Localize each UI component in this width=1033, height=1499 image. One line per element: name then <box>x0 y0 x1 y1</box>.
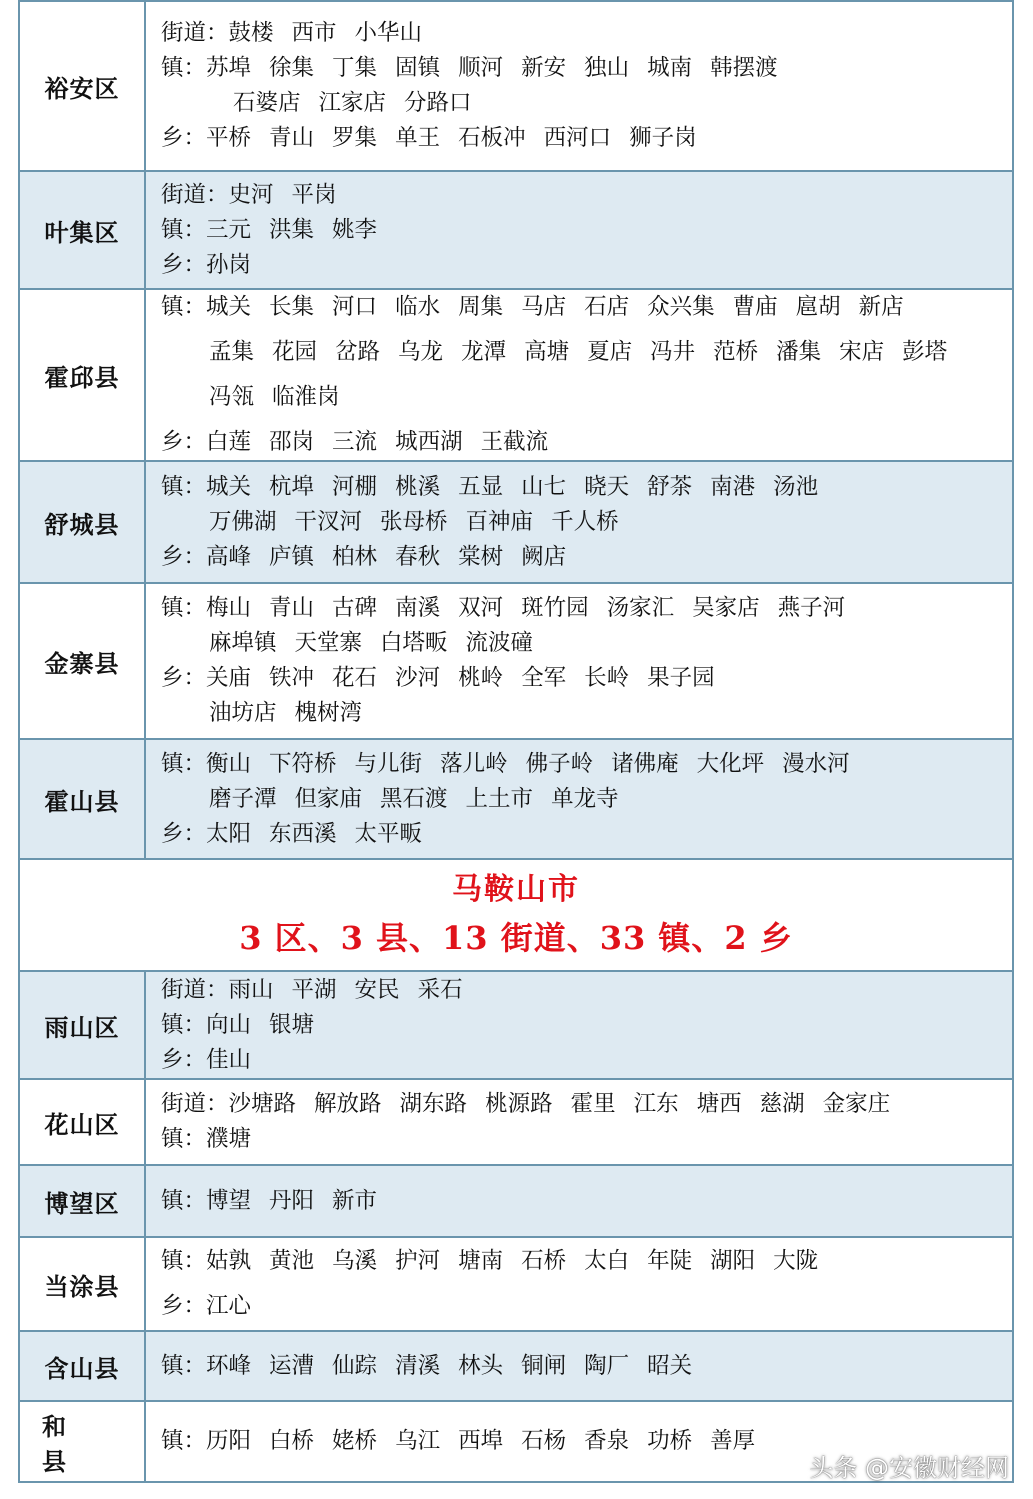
place-name: 范桥 <box>713 339 759 365</box>
place-name: 山七 <box>521 473 567 500</box>
place-name: 晓天 <box>584 473 630 500</box>
place-name: 石店 <box>584 294 630 320</box>
place-name: 桃溪 <box>395 473 441 500</box>
place-name: 青山 <box>269 595 315 621</box>
place-name: 上土市 <box>465 785 534 812</box>
line-label: 镇： <box>161 1187 207 1214</box>
line-label: 乡： <box>161 1293 207 1319</box>
place-name: 但家庙 <box>294 785 363 812</box>
place-name: 江东 <box>633 1091 679 1117</box>
content-line <box>161 817 1012 852</box>
place-name: 塘南 <box>458 1248 504 1274</box>
place-name: 采石 <box>417 976 463 1003</box>
place-name: 太白 <box>584 1248 630 1274</box>
place-name: 江心 <box>206 1293 252 1319</box>
place-name: 大化坪 <box>696 750 765 777</box>
place-name: 漫水河 <box>782 750 850 777</box>
place-name: 沙塘路 <box>228 1091 297 1117</box>
place-name: 林头 <box>458 1352 504 1379</box>
content-line <box>161 1349 1012 1384</box>
district-content <box>146 1332 1012 1400</box>
place-name: 庐镇 <box>269 543 315 570</box>
place-name: 洪集 <box>269 216 315 243</box>
district-content <box>146 740 1012 858</box>
content-line <box>161 1184 1012 1219</box>
place-name: 佛子岭 <box>525 750 594 777</box>
district-content <box>146 290 1012 460</box>
content-line <box>161 505 1012 540</box>
place-name: 南溪 <box>395 595 441 621</box>
place-name: 江家店 <box>318 90 387 116</box>
place-name: 南港 <box>710 473 756 500</box>
place-name: 孙岗 <box>206 251 252 278</box>
district-content <box>146 584 1012 738</box>
place-name: 落儿岭 <box>440 750 508 777</box>
table-row <box>20 462 1012 584</box>
place-name: 清溪 <box>395 1352 441 1379</box>
place-name: 花石 <box>332 665 378 691</box>
district-name: 雨山区 <box>20 972 146 1078</box>
table-row <box>20 972 1012 1080</box>
place-name: 五显 <box>458 473 504 500</box>
place-name: 王截流 <box>480 429 549 455</box>
line-label: 街道： <box>161 1091 229 1117</box>
content-line <box>161 782 1012 817</box>
place-name: 马店 <box>521 294 567 320</box>
line-label: 镇： <box>161 1126 207 1152</box>
place-name: 石婆店 <box>233 90 301 116</box>
content-line <box>161 540 1012 575</box>
place-name: 仙踪 <box>332 1352 378 1379</box>
line-label: 乡： <box>161 125 207 151</box>
place-name: 单龙寺 <box>551 785 619 812</box>
place-name: 汤池 <box>773 473 819 500</box>
place-name: 周集 <box>458 294 504 320</box>
place-name: 史河 <box>228 181 274 208</box>
place-name: 苏埠 <box>206 55 252 81</box>
place-name: 高峰 <box>206 543 252 570</box>
place-name: 桃岭 <box>458 665 504 691</box>
district-content <box>146 1238 1012 1330</box>
place-name: 运漕 <box>269 1352 315 1379</box>
place-name: 流波䃥 <box>465 630 534 656</box>
place-name: 石杨 <box>521 1428 567 1454</box>
district-name: 霍邱县 <box>20 290 146 460</box>
place-name: 西市 <box>291 20 337 46</box>
place-name: 濮塘 <box>206 1126 252 1152</box>
place-name: 霍里 <box>570 1091 616 1117</box>
place-name: 黄池 <box>269 1248 315 1274</box>
place-name: 张母桥 <box>380 508 448 535</box>
content-line <box>161 420 1012 460</box>
place-name: 春秋 <box>395 543 441 570</box>
district-name: 叶集区 <box>20 172 146 288</box>
place-name: 扈胡 <box>795 294 841 320</box>
table-row <box>20 172 1012 290</box>
place-name: 与儿街 <box>354 750 423 777</box>
content-line <box>161 213 1012 248</box>
content-line <box>161 375 1012 420</box>
place-name: 西埠 <box>458 1428 504 1454</box>
content-line <box>161 1239 1012 1284</box>
district-name: 花山区 <box>20 1080 146 1164</box>
place-name: 万佛湖 <box>209 508 277 535</box>
line-label: 镇： <box>161 750 207 777</box>
place-name: 西河口 <box>543 125 612 151</box>
place-name: 长集 <box>269 294 315 320</box>
content-line <box>161 973 1012 1008</box>
line-label: 街道： <box>161 181 229 208</box>
place-name: 丹阳 <box>269 1187 315 1214</box>
district-name: 和 县 <box>20 1402 146 1481</box>
place-name: 新安 <box>521 55 567 81</box>
place-name: 白桥 <box>269 1428 315 1454</box>
content-line <box>161 696 1012 731</box>
place-name: 安民 <box>354 976 400 1003</box>
place-name: 湖阳 <box>710 1248 756 1274</box>
table-row <box>20 584 1012 740</box>
place-name: 燕子河 <box>777 595 846 621</box>
content-line <box>161 1043 1012 1078</box>
place-name: 年陡 <box>647 1248 693 1274</box>
place-name: 东西溪 <box>269 820 337 847</box>
place-name: 果子园 <box>647 665 715 691</box>
place-name: 环峰 <box>206 1352 252 1379</box>
line-label: 镇： <box>161 294 207 320</box>
place-name: 佳山 <box>206 1046 252 1073</box>
content-line <box>161 591 1012 626</box>
place-name: 斑竹园 <box>521 595 589 621</box>
place-name: 潘集 <box>776 339 822 365</box>
line-label: 镇： <box>161 595 207 621</box>
place-name: 青山 <box>269 125 315 151</box>
place-name: 下符桥 <box>269 750 337 777</box>
place-name: 姥桥 <box>332 1428 378 1454</box>
place-name: 城关 <box>206 294 252 320</box>
place-name: 城关 <box>206 473 252 500</box>
place-name: 槐树湾 <box>294 700 363 726</box>
place-name: 临淮岗 <box>272 384 340 410</box>
place-name: 古碑 <box>332 595 378 621</box>
content-line <box>161 1122 1012 1157</box>
place-name: 黑石渡 <box>380 785 448 812</box>
place-name: 高塘 <box>524 339 570 365</box>
place-name: 千人桥 <box>551 508 619 535</box>
place-name: 解放路 <box>314 1091 382 1117</box>
district-content <box>146 972 1012 1078</box>
place-name: 历阳 <box>206 1428 252 1454</box>
place-name: 石桥 <box>521 1248 567 1274</box>
place-name: 博望 <box>206 1187 252 1214</box>
content-line <box>161 470 1012 505</box>
content-line <box>161 16 1012 51</box>
line-label: 镇： <box>161 1428 207 1454</box>
content-line <box>161 1087 1012 1122</box>
district-name: 金寨县 <box>20 584 146 738</box>
content-line <box>161 248 1012 283</box>
place-name: 冯瓴 <box>209 384 255 410</box>
place-name: 阙店 <box>521 543 567 570</box>
place-name: 宋店 <box>839 339 885 365</box>
place-name: 雨山 <box>228 976 274 1003</box>
district-name: 含山县 <box>20 1332 146 1400</box>
district-name: 舒城县 <box>20 462 146 582</box>
place-name: 乌溪 <box>332 1248 378 1274</box>
place-name: 太平畈 <box>354 820 423 847</box>
line-label: 街道： <box>161 20 229 46</box>
place-name: 塘西 <box>696 1091 742 1117</box>
place-name: 铁冲 <box>269 665 315 691</box>
place-name: 乌龙 <box>398 339 444 365</box>
place-name: 平岗 <box>291 181 337 208</box>
district-content <box>146 1080 1012 1164</box>
place-name: 关庙 <box>206 665 252 691</box>
content-line <box>161 330 1012 375</box>
content-line <box>161 747 1012 782</box>
content-line <box>161 86 1012 121</box>
place-name: 白莲 <box>206 429 252 455</box>
table-row <box>20 1332 1012 1402</box>
place-name: 姑孰 <box>206 1248 252 1274</box>
district-name: 博望区 <box>20 1166 146 1236</box>
content-line <box>161 626 1012 661</box>
line-label: 镇： <box>161 1352 207 1379</box>
place-name: 徐集 <box>269 55 315 81</box>
place-name: 城南 <box>647 55 693 81</box>
place-name: 邵岗 <box>269 429 315 455</box>
place-name: 河棚 <box>332 473 378 500</box>
content-line <box>161 290 1012 330</box>
place-name: 杭埠 <box>269 473 315 500</box>
place-name: 百神庙 <box>465 508 534 535</box>
place-name: 临水 <box>395 294 441 320</box>
district-content <box>146 2 1012 170</box>
place-name: 乌江 <box>395 1428 441 1454</box>
line-label: 镇： <box>161 1248 207 1274</box>
place-name: 丁集 <box>332 55 378 81</box>
place-name: 磨子潭 <box>209 785 277 812</box>
line-label: 乡： <box>161 1046 207 1073</box>
line-label: 乡： <box>161 665 207 691</box>
content-line <box>161 661 1012 696</box>
city-title: 马鞍山市 <box>452 872 580 907</box>
place-name: 龙潭 <box>461 339 507 365</box>
place-name: 三流 <box>332 429 378 455</box>
place-name: 陶厂 <box>584 1352 630 1379</box>
place-name: 沙河 <box>395 665 441 691</box>
place-name: 全军 <box>521 665 567 691</box>
place-name: 狮子岗 <box>629 125 697 151</box>
place-name: 河口 <box>332 294 378 320</box>
place-name: 梅山 <box>206 595 252 621</box>
place-name: 吴家店 <box>692 595 760 621</box>
place-name: 湖东路 <box>399 1091 468 1117</box>
place-name: 平桥 <box>206 125 252 151</box>
place-name: 罗集 <box>332 125 378 151</box>
place-name: 白塔畈 <box>380 630 448 656</box>
district-table <box>18 0 1014 1483</box>
place-name: 昭关 <box>647 1352 693 1379</box>
place-name: 功桥 <box>647 1428 693 1454</box>
table-row <box>20 290 1012 462</box>
place-name: 向山 <box>206 1011 252 1038</box>
place-name: 众兴集 <box>647 294 715 320</box>
place-name: 曹庙 <box>732 294 778 320</box>
line-label: 乡： <box>161 820 207 847</box>
city-summary: 3 区、3 县、13 街道、33 镇、2 乡 <box>239 919 793 957</box>
place-name: 大陇 <box>773 1248 819 1274</box>
place-name: 太阳 <box>206 820 252 847</box>
district-name: 当涂县 <box>20 1238 146 1330</box>
content-line <box>161 178 1012 213</box>
district-content <box>146 172 1012 288</box>
place-name: 新市 <box>332 1187 378 1214</box>
place-name: 棠树 <box>458 543 504 570</box>
place-name: 麻埠镇 <box>209 630 277 656</box>
place-name: 双河 <box>458 595 504 621</box>
table-row <box>20 1166 1012 1238</box>
place-name: 干汊河 <box>294 508 363 535</box>
place-name: 韩摆渡 <box>710 55 778 81</box>
place-name: 孟集 <box>209 339 255 365</box>
place-name: 金家庄 <box>822 1091 891 1117</box>
place-name: 彭塔 <box>902 339 948 365</box>
line-label: 镇： <box>161 55 207 81</box>
place-name: 银塘 <box>269 1011 315 1038</box>
place-name: 舒茶 <box>647 473 693 500</box>
place-name: 花园 <box>272 339 318 365</box>
place-name: 鼓楼 <box>228 20 274 46</box>
place-name: 城西湖 <box>395 429 463 455</box>
place-name: 新店 <box>858 294 904 320</box>
watermark: 头条 @安徽财经网 <box>809 1454 1009 1482</box>
content-line <box>161 121 1012 156</box>
line-label: 镇： <box>161 216 207 243</box>
place-name: 护河 <box>395 1248 441 1274</box>
place-name: 慈湖 <box>759 1091 805 1117</box>
place-name: 桃源路 <box>485 1091 553 1117</box>
place-name: 铜闸 <box>521 1352 567 1379</box>
place-name: 衡山 <box>206 750 252 777</box>
place-name: 平湖 <box>291 976 337 1003</box>
table-row <box>20 740 1012 860</box>
place-name: 单王 <box>395 125 441 151</box>
table-row <box>20 1080 1012 1166</box>
line-label: 街道： <box>161 976 229 1003</box>
table-row <box>20 1238 1012 1332</box>
line-label: 乡： <box>161 429 207 455</box>
content-line <box>161 1284 1012 1329</box>
place-name: 分路口 <box>404 90 472 116</box>
place-name: 柏林 <box>332 543 378 570</box>
district-name: 霍山县 <box>20 740 146 858</box>
line-label: 乡： <box>161 543 207 570</box>
content-line <box>161 51 1012 86</box>
district-content <box>146 1166 1012 1236</box>
place-name: 岔路 <box>335 339 381 365</box>
place-name: 香泉 <box>584 1428 630 1454</box>
place-name: 冯井 <box>650 339 696 365</box>
place-name: 小华山 <box>354 20 423 46</box>
place-name: 长岭 <box>584 665 630 691</box>
place-name: 夏店 <box>587 339 633 365</box>
district-content <box>146 462 1012 582</box>
place-name: 天堂寨 <box>294 630 363 656</box>
line-label: 镇： <box>161 473 207 500</box>
table-row <box>20 0 1012 172</box>
place-name: 善厚 <box>710 1428 756 1454</box>
line-label: 镇： <box>161 1011 207 1038</box>
place-name: 顺河 <box>458 55 504 81</box>
place-name: 汤家汇 <box>606 595 675 621</box>
place-name: 三元 <box>206 216 252 243</box>
place-name: 诸佛庵 <box>611 750 679 777</box>
city-banner <box>20 860 1012 972</box>
place-name: 石板冲 <box>458 125 526 151</box>
place-name: 独山 <box>584 55 630 81</box>
line-label: 乡： <box>161 251 207 278</box>
place-name: 固镇 <box>395 55 441 81</box>
district-name: 裕安区 <box>20 2 146 170</box>
place-name: 姚李 <box>332 216 378 243</box>
content-line <box>161 1008 1012 1043</box>
place-name: 油坊店 <box>209 700 277 726</box>
